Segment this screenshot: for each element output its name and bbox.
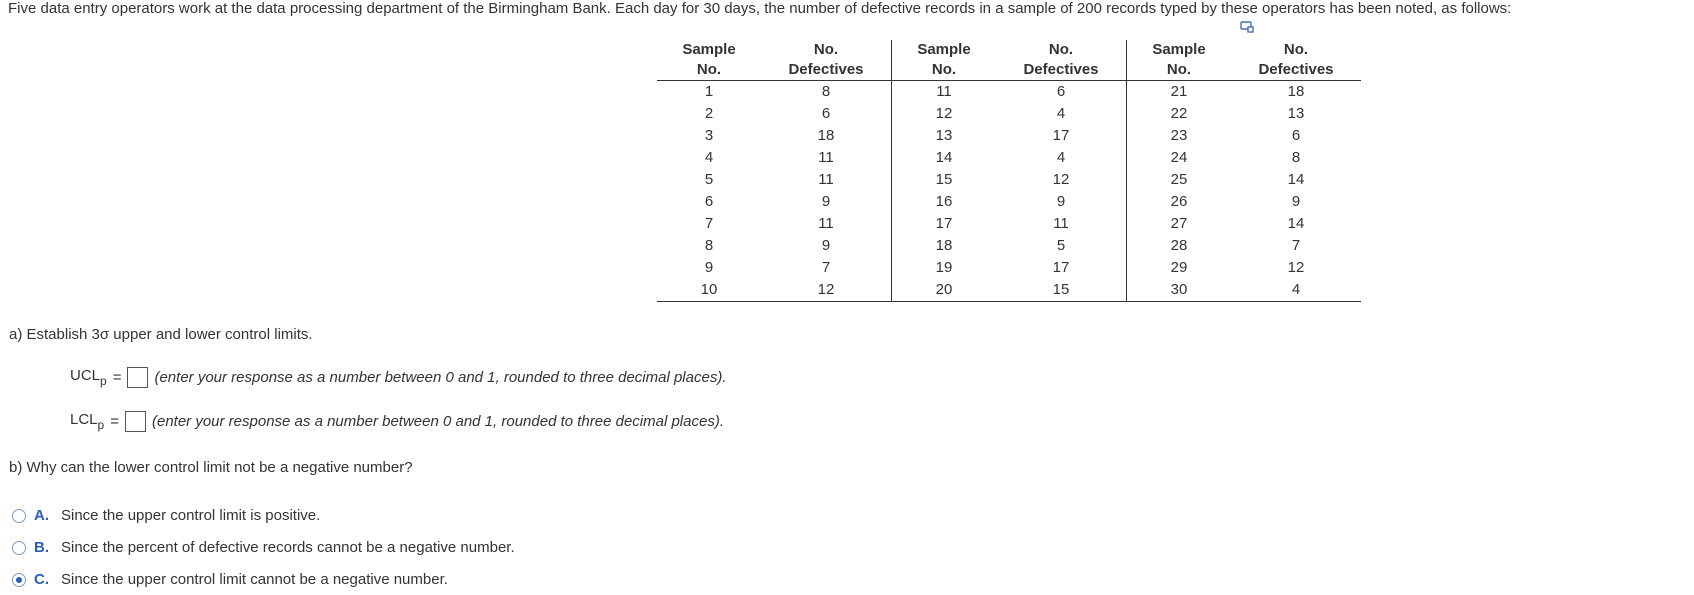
table-cell: 12: [1052, 171, 1070, 188]
table-cell: 2: [704, 105, 714, 122]
table-cell: 11: [818, 215, 834, 232]
table-cell: 24: [1127, 147, 1232, 169]
copy-table-icon[interactable]: [1240, 20, 1254, 34]
table-cell: 18: [817, 127, 835, 144]
table-cell: 9: [704, 259, 714, 276]
table-cell: 18: [1287, 83, 1305, 100]
table-cell: 8: [821, 83, 831, 100]
table-cell: 5: [704, 171, 714, 188]
lcl-hint: (enter your response as a number between 0 and 1, rounded to three decimal places).: [151, 413, 724, 430]
table-cell: 8: [1291, 149, 1301, 166]
problem-intro: Five data entry operators work at the data processing department of the Birmingham Bank. Each day for 30 days, the number of defective records in a sample of 200 records typed by these operators has been noted, as follows:: [8, 0, 1512, 17]
option-a-text: Since the upper control limit is positive.: [61, 507, 321, 524]
lcl-input[interactable]: [125, 411, 146, 432]
ucl-equals: =: [112, 369, 122, 386]
table-cell: 14: [1287, 171, 1305, 188]
table-cell: 20: [892, 279, 997, 302]
table-cell: 8: [704, 237, 714, 254]
table-cell: 27: [1127, 213, 1232, 235]
table-cell: 15: [996, 279, 1127, 302]
table-row: [657, 257, 1361, 279]
option-c-letter: C.: [34, 571, 49, 588]
header-defectives-1: No. Defectives: [761, 40, 892, 81]
table-cell: 22: [1127, 103, 1232, 125]
ucl-response-row: [70, 367, 726, 388]
table-cell: 11: [1053, 215, 1069, 232]
table-row: [657, 213, 1361, 235]
table-row: [657, 81, 1361, 104]
option-a[interactable]: [12, 507, 320, 524]
lcl-equals: =: [110, 413, 119, 430]
table-cell: 9: [821, 193, 831, 210]
table-cell: 6: [1056, 83, 1066, 100]
table-cell: 7: [704, 215, 714, 232]
table-cell: 6: [704, 193, 714, 210]
table-cell: 7: [821, 259, 831, 276]
header-defectives-3: No. Defectives: [1231, 40, 1361, 81]
defects-table: [657, 40, 1361, 302]
table-cell: 17: [1052, 127, 1070, 144]
table-cell: 28: [1127, 235, 1232, 257]
table-row: [657, 235, 1361, 257]
table-row: [657, 191, 1361, 213]
header-defectives-2: No. Defectives: [996, 40, 1127, 81]
table-cell: 5: [1056, 237, 1066, 254]
table-cell: 13: [1287, 105, 1305, 122]
table-cell: 3: [704, 127, 714, 144]
table-cell: 9: [1291, 193, 1301, 210]
option-c-radio[interactable]: [12, 573, 26, 587]
table-cell: 17: [892, 213, 997, 235]
option-c-text: Since the upper control limit cannot be a negative number.: [61, 571, 448, 588]
table-header-row: [657, 40, 1361, 81]
table-cell: 15: [892, 169, 997, 191]
table-cell: 9: [1056, 193, 1066, 210]
ucl-label: $UCL_p$: [70, 367, 107, 388]
header-sample-no-1: Sample No.: [657, 40, 761, 81]
table-cell: 13: [892, 125, 997, 147]
table-cell: 23: [1127, 125, 1232, 147]
table-cell: 14: [892, 147, 997, 169]
table-cell: 30: [1127, 279, 1232, 302]
table-cell: 21: [1127, 81, 1232, 104]
table-cell: 12: [1287, 259, 1305, 276]
table-cell: 6: [821, 105, 831, 122]
lcl-label: $LCL_p$: [70, 411, 105, 432]
option-b-text: Since the percent of defective records cannot be a negative number.: [61, 539, 515, 556]
table-row: [657, 169, 1361, 191]
ucl-hint: (enter your response as a number between 0 and 1, rounded to three decimal places).: [154, 369, 727, 386]
table-cell: 12: [892, 103, 997, 125]
table-cell: 16: [892, 191, 997, 213]
table-cell: 17: [1052, 259, 1070, 276]
table-cell: 4: [1056, 105, 1066, 122]
table-cell: 29: [1127, 257, 1232, 279]
option-a-radio[interactable]: [12, 509, 26, 523]
table-cell: 10: [657, 279, 761, 302]
ucl-input[interactable]: [127, 367, 148, 388]
table-cell: 1: [704, 83, 714, 100]
table-cell: 7: [1291, 237, 1301, 254]
table-cell: 11: [818, 149, 834, 166]
table-cell: 14: [1287, 215, 1305, 232]
part-a-question: a) Establish 3σ upper and lower control limits.: [9, 326, 313, 343]
table-cell: 4: [1231, 279, 1361, 302]
table-row: [657, 125, 1361, 147]
lcl-response-row: [70, 411, 724, 432]
part-b-question: b) Why can the lower control limit not be a negative number?: [9, 459, 413, 476]
table-cell: 26: [1127, 191, 1232, 213]
option-b[interactable]: [12, 539, 515, 556]
option-b-radio[interactable]: [12, 541, 26, 555]
table-cell: 11: [892, 81, 997, 104]
header-sample-no-3: Sample No.: [1127, 40, 1232, 81]
option-b-letter: B.: [34, 539, 49, 556]
table-cell: 6: [1291, 127, 1301, 144]
table-cell: 4: [704, 149, 714, 166]
table-row: [657, 103, 1361, 125]
table-cell: 19: [892, 257, 997, 279]
option-a-letter: A.: [34, 507, 49, 524]
table-cell: 25: [1127, 169, 1232, 191]
table-row: [657, 147, 1361, 169]
table-cell: 9: [821, 237, 831, 254]
table-cell: 18: [892, 235, 997, 257]
table-cell: 4: [1056, 149, 1066, 166]
table-cell: 12: [761, 279, 892, 302]
table-row: [657, 279, 1361, 302]
option-c[interactable]: [12, 571, 448, 588]
header-sample-no-2: Sample No.: [892, 40, 997, 81]
table-cell: 11: [818, 171, 834, 188]
